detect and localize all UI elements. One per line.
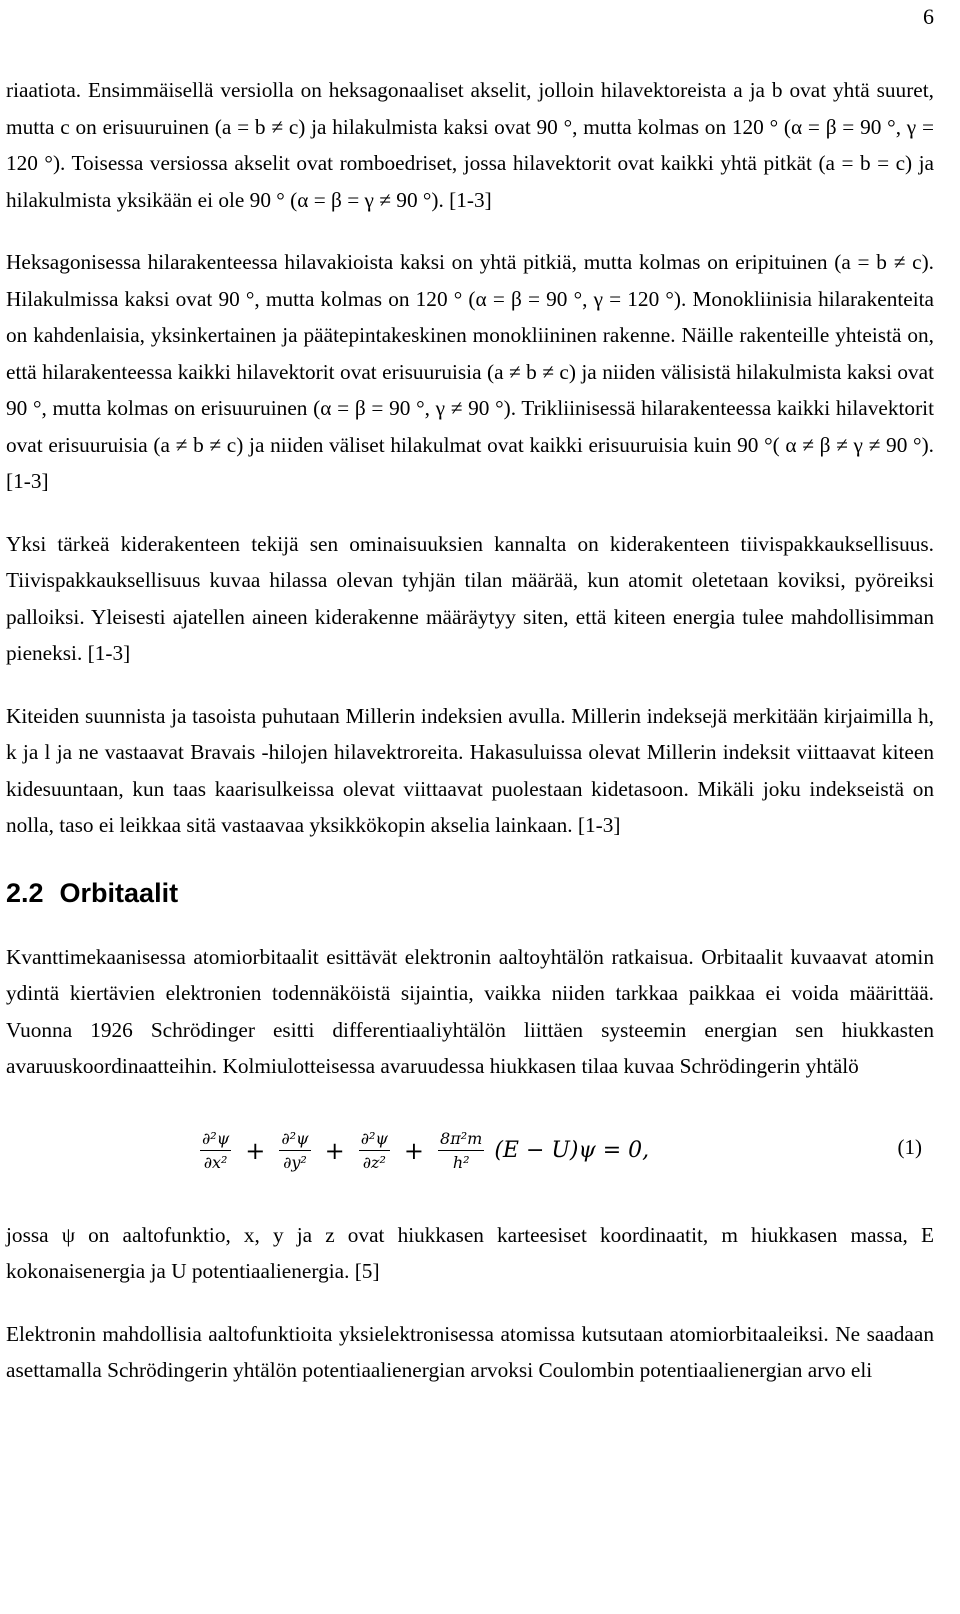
page-number: 6 — [923, 4, 934, 29]
equation-term-z — [359, 1129, 390, 1172]
plus-sign: + — [245, 1136, 266, 1165]
equation-term-x — [200, 1129, 231, 1172]
plus-sign: + — [324, 1136, 345, 1165]
equation-body — [194, 1111, 649, 1191]
schrodinger-equation — [6, 1111, 934, 1191]
term-x-numerator: ∂²ψ — [200, 1129, 231, 1151]
term-energy-numerator: 8π²m — [438, 1129, 484, 1151]
paragraph-orbitals-intro: Kvanttimekaanisessa atomiorbitaalit esittävät elektronin aaltoyhtälön ratkaisua. Orbitaalit kuvaavat atomin ydintä kiertävien elektronien todennäköistä sijaintia, vaikka niiden tarkkaa paikkaa ei voida määrittää. Vuonna 1926 Schrödinger esitti differentiaaliyhtälön liittäen systeemin energian sen hiukkasten avaruuskoordinaatteihin. Kolmiulotteisessa avaruudessa hiukkasen tilaa kuvaa Schrödingerin yhtälö — [6, 944, 934, 1078]
equation-term-energy — [438, 1129, 484, 1172]
term-y-denominator: ∂y² — [283, 1153, 307, 1172]
paragraph-equation-explanation: jossa ψ on aaltofunktio, x, y ja z ovat hiukkasen karteesiset koordinaatit, m hiukkasen massa, E kokonaisenergia ja U potentiaalienergia. [5] — [6, 1222, 934, 1283]
paragraph-hexagonal-axes: riaatiota. Ensimmäisellä versiolla on heksagonaaliset akselit, jolloin hilavektoreista a ja b ovat yhtä suuret, mutta c on erisuuruinen (a = b ≠ c) ja hilakulmista kaksi ovat 90 °, mutta kolmas on 120 ° (α = β = 90 °, γ = 120 °). Toisessa versiossa akselit ovat romboedriset, jossa hilavektorit ovat kaikki yhtä pitkät (a = b = c) ja hilakulmista yksikään ei ole 90 ° (α = β = γ ≠ 90 °). [1-3] — [6, 78, 934, 212]
paragraph-miller-indices: Kiteiden suunnista ja tasoista puhutaan Millerin indeksien avulla. Millerin indeksejä merkitään kirjaimilla h, k ja l ja ne vastaavat Bravais -hilojen hilavektroreita. Hakasuluissa olevat Millerin indeksit viittaavat kiteen kidesuuntaan, kun taas kaarisulkeissa olevat viittaavat puolestaan kidetasoon. Mikäli joku indekseistä on nolla, taso ei leikkaa sitä vastaavaa yksikkökopin akselia lainkaan. [1-3] — [6, 703, 934, 837]
term-y-numerator: ∂²ψ — [279, 1129, 310, 1151]
plus-sign: + — [403, 1136, 425, 1165]
term-energy-denominator: h² — [452, 1153, 470, 1172]
section-heading — [6, 878, 934, 909]
section-number: 2.2 — [6, 877, 44, 908]
paragraph-close-packing: Yksi tärkeä kiderakenteen tekijä sen ominaisuuksien kannalta on kiderakenteen tiivispakkauksellisuus. Tiivispakkauksellisuus kuvaa hilassa olevan tyhjän tilan määrää, kun atomit oletetaan koviksi, pyöreiksi palloiksi. Yleisesti ajatellen aineen kiderakenne määräytyy siten, että kiteen energia tulee mahdollisimman pieneksi. [1-3] — [6, 531, 934, 665]
term-x-denominator: ∂x² — [203, 1153, 228, 1172]
term-z-numerator: ∂²ψ — [359, 1129, 390, 1151]
equation-term-y — [279, 1129, 310, 1172]
equation-number: (1) — [897, 1134, 922, 1159]
paragraph-atomic-orbitals: Elektronin mahdollisia aaltofunktioita yksielektronisessa atomissa kutsutaan atomiorbitaaleiksi. Ne saadaan asettamalla Schrödingerin yhtälön potentiaalienergian arvoksi Coulombin potentiaalienergian arvo eli — [6, 1321, 934, 1382]
equation-tail: (E − U)ψ = 0, — [494, 1138, 650, 1163]
section-title: Orbitaalit — [59, 877, 179, 908]
document-body — [6, 72, 934, 1415]
term-z-denominator: ∂z² — [362, 1153, 386, 1172]
paragraph-hexagonal-lattice: Heksagonisessa hilarakenteessa hilavakioista kaksi on yhtä pitkiä, mutta kolmas on eripituinen (a = b ≠ c). Hilakulmissa kaksi ovat 90 °, mutta kolmas on 120 ° (α = β = 90 °, γ = 120 °). Monokliinisia hilarakenteita on kahdenlaisia, yksinkertainen ja päätepintakeskinen monokliininen rakenne. Näille rakenteille yhteistä on, että hilarakenteessa kaikki hilavektorit ovat erisuuruisia (a ≠ b ≠ c) ja niiden välisistä hilakulmista kaksi ovat 90 °, mutta kolmas on erisuuruinen (α = β = 90 °, γ ≠ 90 °). Trikliinisessä hilarakenteessa kaikki hilavektorit ovat erisuuruisia (a ≠ b ≠ c) ja niiden väliset hilakulmat ovat kaikki erisuuruisia kuin 90 °( α ≠ β ≠ γ ≠ 90 °). [1-3] — [6, 250, 934, 493]
